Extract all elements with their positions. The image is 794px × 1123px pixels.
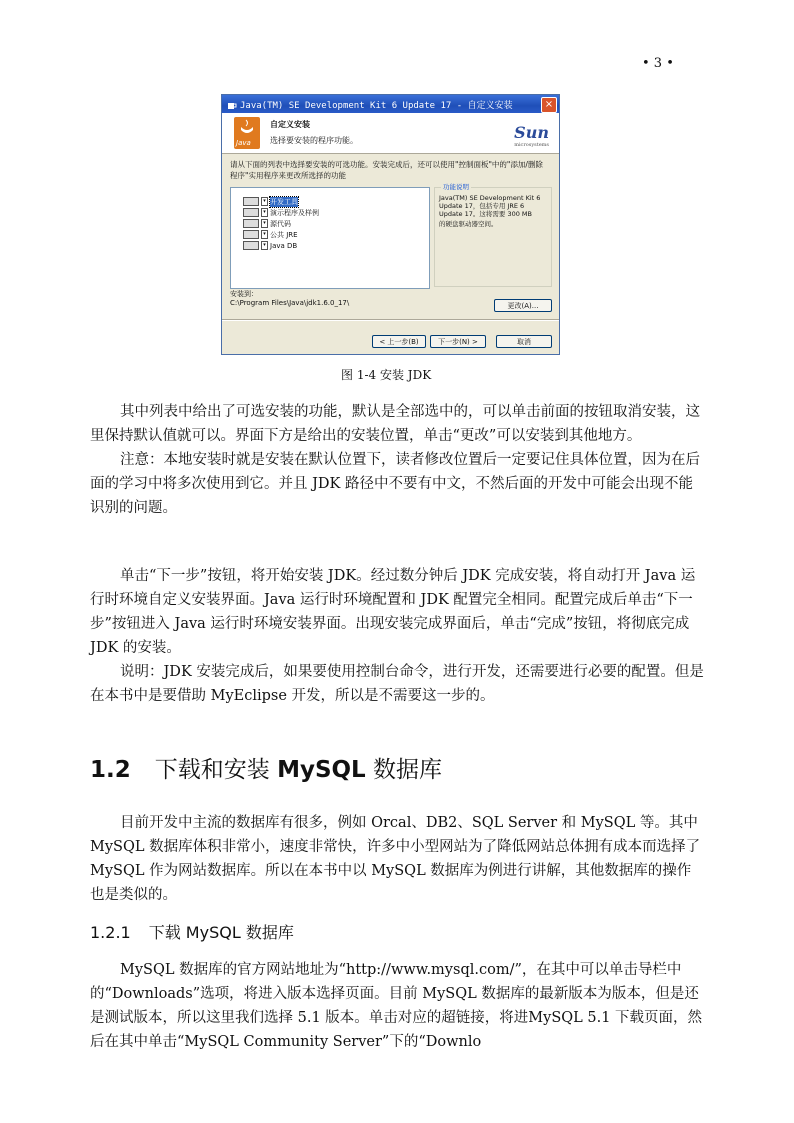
- feature-item[interactable]: ▾ 开发工具: [243, 196, 429, 207]
- feature-item[interactable]: ▾ Java DB: [243, 240, 429, 251]
- change-button[interactable]: 更改(A)...: [494, 299, 552, 312]
- subsection-heading: 1.2.1 下载 MySQL 数据库: [90, 923, 294, 942]
- dialog-banner: [222, 113, 559, 154]
- sun-logo: Sun microsystems: [514, 123, 549, 148]
- drive-icon: [243, 208, 259, 217]
- feature-item[interactable]: ▾ 源代码: [243, 218, 429, 229]
- paragraph: 单击“下一步”按钮，将开始安装 JDK。经过数分钟后 JDK 完成安装，将自动打开 Java 运行时环境自定义安装界面。Java 运行时环境配置和 JDK 配置完全相同。配置完成后单击“下一步”按钮进入 Java 运行时环境安装界面。出现安装完成界面后，单击“完成”按钮，将彻底完成 JDK 的安装。 说明：JDK 安装完成后，如果要使用控制台命令，进行开发，还需要进行必要的配置。但是在本书中是要借助 MyEclipse 开发，所以是不需要这一步的。: [90, 568, 704, 704]
- drive-icon: [243, 241, 259, 250]
- paragraph: MySQL 数据库的官方网站地址为“http://www.mysql.com/”，在其中可以单击导栏中的“Downloads”选项，将进入版本选择页面。目前 MySQL 数据库的最新版本为版本，但是还是测试版本，所以这里我们选择 5.1 版本。单击对应的超链接，将进MySQL 5.1 下载页面，然后在其中单击“MySQL Community Server”下的“Downlo: [90, 962, 703, 1050]
- feature-tree: [230, 187, 430, 289]
- back-button[interactable]: < 上一步(B): [372, 335, 426, 348]
- feature-description-text-2: 的硬盘驱动器空间。: [439, 220, 498, 228]
- feature-item[interactable]: ▾ 演示程序及样例: [243, 207, 429, 218]
- dropdown-icon[interactable]: ▾: [261, 241, 268, 250]
- install-path: C:\Program Files\Java\jdk1.6.0_17\: [230, 299, 350, 307]
- paragraph: 目前开发中主流的数据库有很多，例如 Orcal、DB2、SQL Server 和 MySQL 等。其中 MySQL 数据库体积非常小，速度非常快，许多中小型网站为了降低网站总体拥有成本而选择了 MySQL 作为网站数据库。所以在本书中以 MySQL 数据库为例进行讲解，其他数据库的操作也是类似的。: [90, 815, 701, 903]
- section-heading: 1.2 下载和安装 MySQL 数据库: [90, 757, 443, 783]
- drive-icon: [243, 219, 259, 228]
- feature-item[interactable]: ▾ 公共 JRE: [243, 229, 429, 240]
- feature-description-text: Java(TM) SE Development Kit 6 Update 17，包括专用 JRE 6 Update 17。这将需要 300 MB: [439, 194, 541, 218]
- java-logo-icon: Java: [234, 117, 260, 149]
- page-number: • 3 •: [642, 56, 674, 71]
- close-button[interactable]: ×: [541, 97, 557, 113]
- dialog-title: Java(TM) SE Development Kit 6 Update 17 - 自定义安装: [240, 100, 513, 111]
- cancel-button[interactable]: 取消: [496, 335, 552, 348]
- next-button[interactable]: 下一步(N) >: [430, 335, 486, 348]
- banner-subtitle: 选择要安装的程序功能。: [270, 136, 358, 145]
- dropdown-icon[interactable]: ▾: [261, 219, 268, 228]
- instructions: 请从下面的列表中选择要安装的可选功能。安装完成后，还可以使用"控制面板"中的"添加/删除程序"实用程序来更改所选择的功能: [230, 160, 543, 180]
- divider: [222, 319, 559, 321]
- drive-icon: [243, 230, 259, 239]
- dropdown-icon[interactable]: ▾: [261, 197, 268, 206]
- feature-description-legend: 功能说明: [443, 183, 469, 191]
- feature-description: [434, 183, 552, 287]
- dialog-titlebar: [222, 95, 559, 113]
- dropdown-icon[interactable]: ▾: [261, 230, 268, 239]
- drive-icon: [243, 197, 259, 206]
- dropdown-icon[interactable]: ▾: [261, 208, 268, 217]
- installer-dialog-figure: [221, 94, 560, 355]
- java-cup-icon: [226, 99, 237, 110]
- figure-caption: 图 1-4 安装 JDK: [341, 368, 432, 382]
- paragraph: 其中列表中给出了可选安装的功能，默认是全部选中的，可以单击前面的按钮取消安装，这里保持默认值就可以。界面下方是给出的安装位置，单击“更改”可以安装到其他地方。 注意：本地安装时就是安装在默认位置下，读者修改位置后一定要记住具体位置，因为在后面的学习中将多次使用到它。并且 JDK 路径中不要有中文，不然后面的开发中可能会出现不能识别的问题。: [90, 404, 700, 516]
- install-to-label: 安装到：: [230, 290, 258, 298]
- banner-title: 自定义安装: [270, 120, 310, 129]
